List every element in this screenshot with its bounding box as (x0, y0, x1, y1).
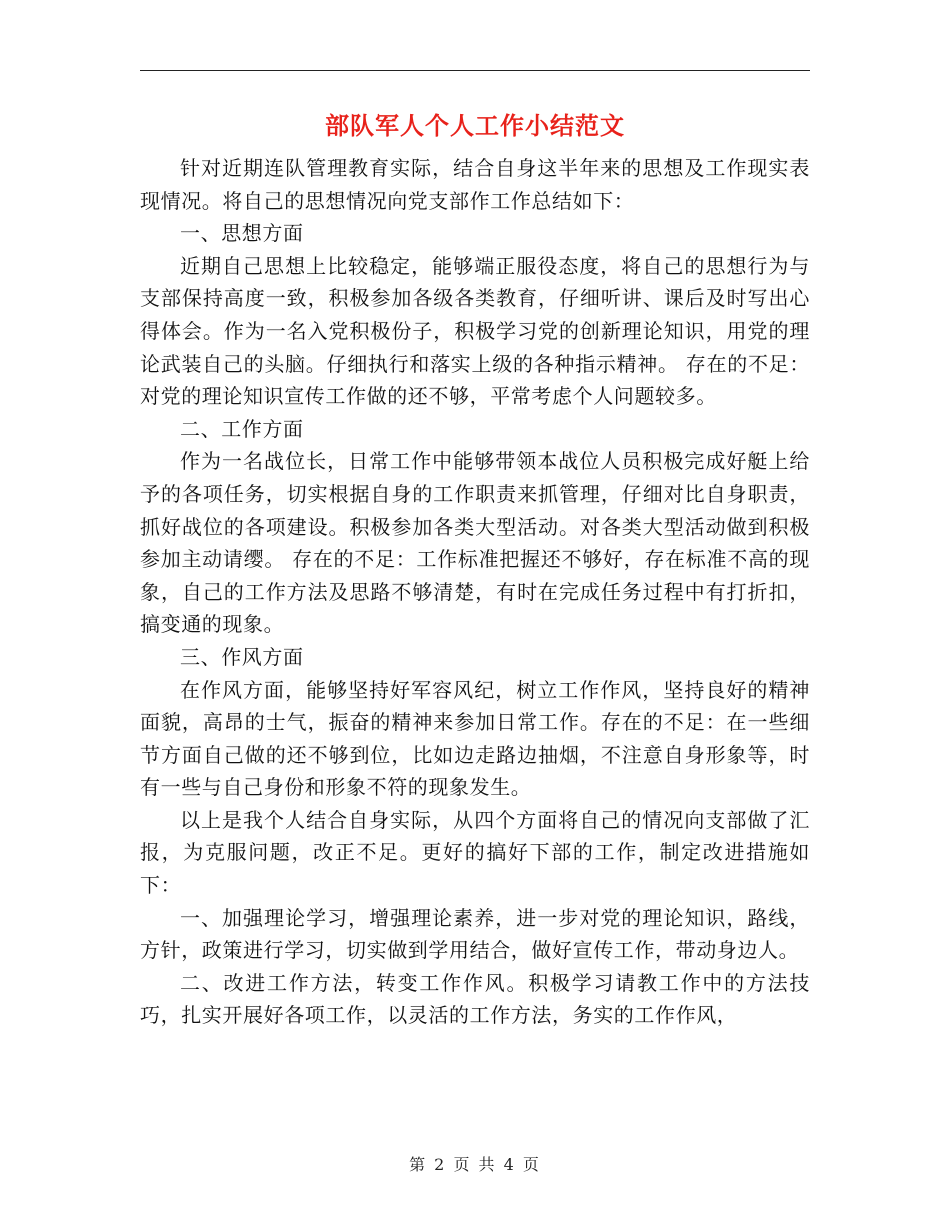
document-title: 部队军人个人工作小结范文 (325, 112, 625, 140)
paragraph-style: 在作风方面，能够坚持好军容风纪，树立工作作风，坚持良好的精神面貌，高昂的士气，振奋的精神来参加日常工作。存在的不足：在一些细节方面自己做的还不够到位，比如边走路边抽烟，不注意自身形象等，时有一些与自己身份和形象不符的现象发生。 (140, 677, 810, 800)
header-rule (140, 70, 810, 71)
measure-two: 二、改进工作方法，转变工作作风。积极学习请教工作中的方法技巧，扎实开展好各项工作，以灵活的工作方法，务实的工作作风， (140, 970, 810, 1028)
heading-style: 三、作风方面 (180, 644, 304, 669)
measure-one: 一、加强理论学习，增强理论素养，进一步对党的理论知识，路线，方针，政策进行学习，切实做到学用结合，做好宣传工作，带动身边人。 (140, 905, 810, 963)
heading-work: 二、工作方面 (180, 416, 304, 441)
paragraph-work: 作为一名战位长，日常工作中能够带领本战位人员积极完成好艇上给予的各项任务，切实根据自身的工作职责来抓管理，仔细对比自身职责，抓好战位的各项建设。积极参加各类大型活动。对各类大型活动做到积极参加主动请缨。 存在的不足：工作标准把握还不够好，存在标准不高的现象，自己的工作方法及思路不够清楚，有时在完成任务过程中有打折扣，搞变通的现象。 (140, 449, 810, 637)
document-body (140, 152, 810, 1032)
paragraph-thought: 近期自己思想上比较稳定，能够端正服役态度，将自己的思想行为与支部保持高度一致，积极参加各级各类教育，仔细听讲、课后及时写出心得体会。作为一名入党积极份子，积极学习党的创新理论知识，用党的理论武装自己的头脑。仔细执行和落实上级的各种指示精神。 存在的不足：对党的理论知识宣传工作做的还不够，平常考虑个人问题较多。 (140, 253, 810, 409)
heading-thought: 一、思想方面 (180, 221, 304, 246)
page-number: 第 2 页 共 4 页 (409, 1155, 541, 1174)
paragraph-intro: 针对近期连队管理教育实际，结合自身这半年来的思想及工作现实表现情况。将自己的思想情况向党支部作工作总结如下： (140, 156, 810, 213)
paragraph-summary: 以上是我个人结合自身实际，从四个方面将自己的情况向支部做了汇报，为克服问题，改正不足。更好的搞好下部的工作，制定改进措施如下： (140, 807, 810, 898)
